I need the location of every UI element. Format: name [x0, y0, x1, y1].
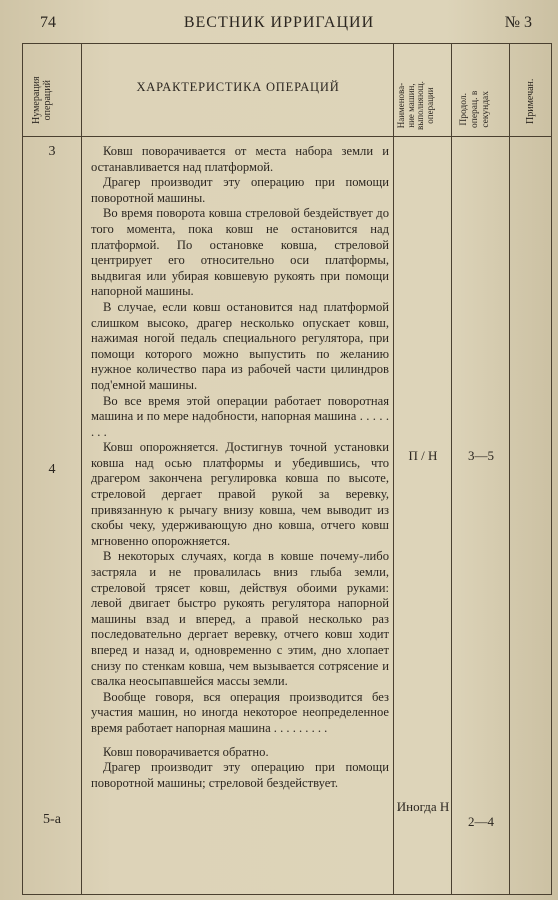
paragraph: Драгер производит эту операцию при помощи поворотной машины.	[91, 175, 389, 205]
paragraph: Вообще говоря, вся операция производится без участия машин, но иногда некоторое неопределенное время работает напорная машина . . . . . . . . .	[91, 689, 389, 735]
paragraph: В случае, если ковш остановится над платформой слишком высоко, драгер несколько опускает ковш, нажимая ногой педаль специального регулятора, при помощи которого можно выпустить по желанию нужное количество пара из рабочей части цилиндров под'емной машины.	[91, 299, 389, 392]
paragraph: Ковш поворачивается от места набора земли и останавливается над платформой.	[91, 144, 389, 174]
col-header-notes: Примечан.	[525, 78, 536, 124]
paragraph: Ковш опорожняется. Достигнув точной установки ковша над осью платформы и убедившись, что драгером закончена регулировка ковша по высоте, стреловой дергает правой рукой за веревку, привязанную к рычагу внизу ковша, чем выводит из скобы чеку, удерживающую дно ковша, отчего ковш мгновенно опорожняется.	[91, 440, 389, 548]
header-divider	[23, 136, 551, 137]
col-divider	[509, 44, 510, 894]
paragraph: В некоторых случаях, когда в ковше почему-либо застряла и не провалилась вниз глыба земли, стреловой трясет ковш, действуя обоими руками: левой двигает быстро рукоять регулятора напорной машины взад и вперед, а правой несколько раз последовательно дергает веревку, отчего ковш ходит вперед и назад и, одновременно с этим, дно хлопает снизу по стенкам ковша, чем вызывается сотрясение и свалка неосыпавшейся массы земли.	[91, 549, 389, 689]
col-divider	[81, 44, 82, 894]
col-header-duration: Продол. операц. в секундах	[459, 90, 491, 128]
col-header-numbering: Нумерация операций	[31, 76, 53, 124]
col-header-characteristics: ХАРАКТЕРИСТИКА ОПЕРАЦИЙ	[136, 80, 340, 94]
col-header-machine: Наименова- ние машин, выполняющ. операции	[396, 81, 435, 130]
paragraph: Во время поворота ковша стреловой бездействует до того момента, пока ковш не остановится над платформой. По остановке ковша, стреловой центрирует его относительно оси платформы, выдвигая или убирая ковшевую рукоять при помощи напорной машины.	[91, 206, 389, 299]
page-header	[0, 10, 558, 40]
row-number: 3	[48, 144, 56, 159]
col-divider	[393, 44, 394, 894]
row-3-machine: П / Н	[408, 448, 438, 463]
paragraph: Драгер производит эту операцию при помощи поворотной машины; стреловой бездействует.	[91, 760, 389, 790]
row-3-duration: 3—5	[468, 448, 494, 463]
paragraph: Ковш поворачивается обратно.	[103, 744, 269, 759]
paragraph: Во все время этой операции работает поворотная машина и по мере надобности, напорная машина . . . . . . . .	[91, 393, 389, 439]
operations-table	[22, 43, 552, 895]
row-5a-machine: Иногда Н	[396, 799, 450, 814]
journal-title: ВЕСТНИК ИРРИГАЦИИ	[183, 14, 375, 31]
col-divider	[451, 44, 452, 894]
row-number: 4	[48, 462, 56, 477]
issue-number: № 3	[504, 14, 532, 31]
characteristics-text	[91, 144, 389, 791]
row-number: 5-а	[43, 812, 61, 827]
row-5a-duration: 2—4	[468, 814, 494, 829]
page-number: 74	[40, 14, 56, 31]
